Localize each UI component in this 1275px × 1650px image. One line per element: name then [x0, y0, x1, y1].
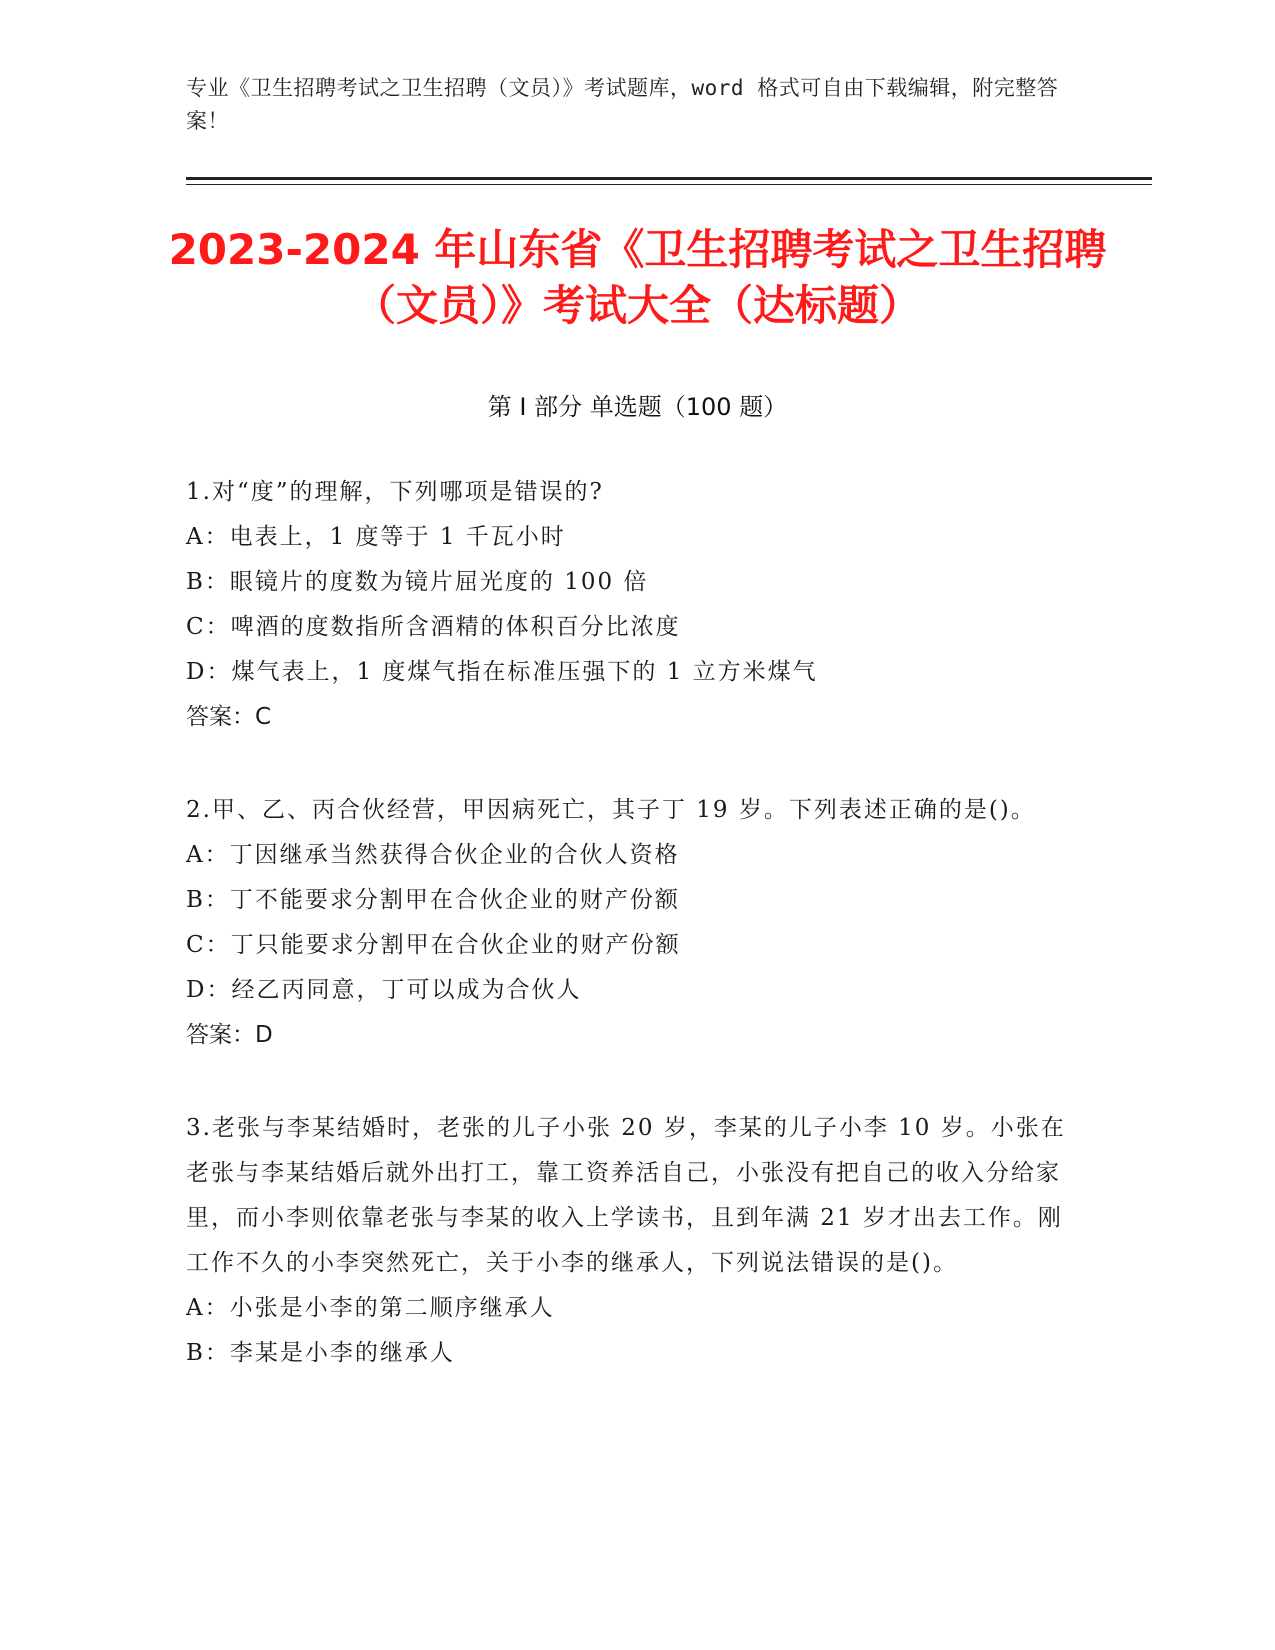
option-b: B：李某是小李的继承人	[186, 1340, 455, 1366]
option-b: B：眼镜片的度数为镜片屈光度的 100 倍	[186, 569, 649, 595]
header-rule-thick	[186, 177, 1152, 180]
question-3	[186, 1106, 1086, 1376]
option-d: D：煤气表上，1 度煤气指在标准压强下的 1 立方米煤气	[186, 659, 818, 685]
header-rule-thin	[186, 184, 1152, 185]
header-note: 专业《卫生招聘考试之卫生招聘（文员）》考试题库，word 格式可自由下载编辑，附完整答案！	[186, 76, 1059, 133]
question-stem: 1.对“度”的理解，下列哪项是错误的?	[186, 479, 604, 505]
option-d: D：经乙丙同意，丁可以成为合伙人	[186, 977, 582, 1003]
option-c: C：丁只能要求分割甲在合伙企业的财产份额	[186, 932, 681, 958]
question-stem: 3.老张与李某结婚时，老张的儿子小张 20 岁，李某的儿子小李 10 岁。小张在老张与李某结婚后就外出打工，靠工资养活自己，小张没有把自己的收入分给家里，而小李则依靠老张与李某的收入上学读书，且到年满 21 岁才出去工作。刚工作不久的小李突然死亡，关于小李的继承人，下列说法错误的是()。	[186, 1115, 1066, 1276]
option-a: A：电表上，1 度等于 1 千瓦小时	[186, 524, 566, 550]
question-1	[186, 470, 1086, 740]
question-list	[186, 470, 1086, 1424]
question-stem: 2.甲、乙、丙合伙经营，甲因病死亡，其子丁 19 岁。下列表述正确的是()。	[186, 797, 1036, 823]
answer: 答案：D	[186, 1022, 273, 1048]
option-a: A：小张是小李的第二顺序继承人	[186, 1295, 555, 1321]
question-2	[186, 788, 1086, 1058]
document-title: 2023-2024 年山东省《卫生招聘考试之卫生招聘（文员）》考试大全（达标题）	[168, 225, 1107, 330]
section-heading: 第 I 部分 单选题（100 题）	[487, 393, 788, 421]
option-a: A：丁因继承当然获得合伙企业的合伙人资格	[186, 842, 680, 868]
option-c: C：啤酒的度数指所含酒精的体积百分比浓度	[186, 614, 681, 640]
answer: 答案：C	[186, 704, 272, 730]
option-b: B：丁不能要求分割甲在合伙企业的财产份额	[186, 887, 680, 913]
